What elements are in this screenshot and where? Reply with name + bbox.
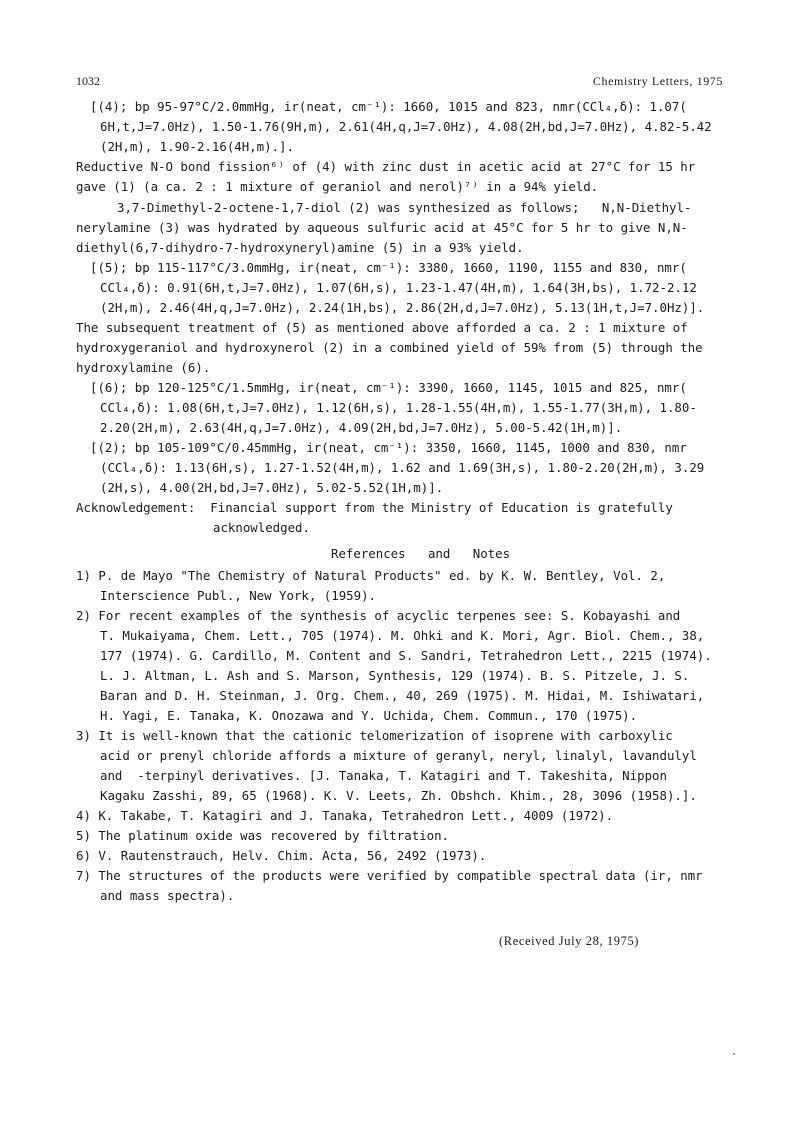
reference-line: 4) K. Takabe, T. Katagiri and J. Tanaka, Tetrahedron Lett., 4009 (1972). xyxy=(76,808,614,823)
page-header xyxy=(76,74,723,88)
reference-line: 6) V. Rautenstrauch, Helv. Chim. Acta, 56, 2492 (1973). xyxy=(76,848,487,863)
reference-line: Interscience Publ., New York, (1959). xyxy=(100,588,377,603)
text-line: 2.20(2H,m), 2.63(4H,q,J=7.0Hz), 4.09(2H,bd,J=7.0Hz), 5.00-5.42(1H,m)]. xyxy=(100,420,623,435)
reference-line: H. Yagi, E. Tanaka, K. Onozawa and Y. Uchida, Chem. Commun., 170 (1975). xyxy=(100,708,638,723)
text-line: Reductive N-O bond fission⁶⁾ of (4) with zinc dust in acetic acid at 27°C for 15 hr xyxy=(76,159,696,174)
text-line: CCl₄,δ): 0.91(6H,t,J=7.0Hz), 1.07(6H,s), 1.23-1.47(4H,m), 1.64(3H,bs), 1.72-2.12 xyxy=(100,280,697,295)
text-line: hydroxygeraniol and hydroxynerol (2) in a combined yield of 59% from (5) through the xyxy=(76,340,703,355)
text-line: (2H,m), 2.46(4H,q,J=7.0Hz), 2.24(1H,bs), 2.86(2H,d,J=7.0Hz), 5.13(1H,t,J=7.0Hz)]. xyxy=(100,300,705,315)
page-number: 1032 xyxy=(76,74,100,88)
text-line: The subsequent treatment of (5) as mentioned above afforded a ca. 2 : 1 mixture of xyxy=(76,320,688,335)
journal-running-title: Chemistry Letters, 1975 xyxy=(592,74,723,88)
text-line: [(6); bp 120-125°C/1.5mmHg, ir(neat, cm⁻¹): 3390, 1660, 1145, 1015 and 825, nmr( xyxy=(90,380,687,395)
received-date: (Received July 28, 1975) xyxy=(499,934,640,948)
reference-line: 5) The platinum oxide was recovered by filtration. xyxy=(76,828,449,843)
text-line: [(4); bp 95-97°C/2.0mmHg, ir(neat, cm⁻¹): 1660, 1015 and 823, nmr(CCl₄,δ): 1.07( xyxy=(90,99,687,114)
reference-line: T. Mukaiyama, Chem. Lett., 705 (1974). M. Ohki and K. Mori, Agr. Biol. Chem., 38, xyxy=(100,628,705,643)
reference-line: acid or prenyl chloride affords a mixture of geranyl, neryl, linalyl, lavandulyl xyxy=(100,748,697,763)
reference-line: 2) For recent examples of the synthesis of acyclic terpenes see: S. Kobayashi and xyxy=(76,608,681,623)
text-line: CCl₄,δ): 1.08(6H,t,J=7.0Hz), 1.12(6H,s), 1.28-1.55(4H,m), 1.55-1.77(3H,m), 1.80- xyxy=(100,400,697,415)
page-speck xyxy=(733,1053,735,1055)
reference-line: and mass spectra). xyxy=(100,888,235,903)
reference-line: L. J. Altman, L. Ash and S. Marson, Synthesis, 129 (1974). B. S. Pitzele, J. S. xyxy=(100,668,690,683)
reference-line: Baran and D. H. Steinman, J. Org. Chem., 40, 269 (1975). M. Hidai, M. Ishiwatari, xyxy=(100,688,705,703)
references-heading: References and Notes xyxy=(331,546,511,561)
text-line: (2H,s), 4.00(2H,bd,J=7.0Hz), 5.02-5.52(1H,m)]. xyxy=(100,480,444,495)
text-line: nerylamine (3) was hydrated by aqueous sulfuric acid at 45°C for 5 hr to give N,N- xyxy=(76,220,688,235)
acknowledgement-line: Acknowledgement: Financial support from the Ministry of Education is gratefully xyxy=(76,500,673,515)
text-line: diethyl(6,7-dihydro-7-hydroxyneryl)amine (5) in a 93% yield. xyxy=(76,240,524,255)
text-line: 6H,t,J=7.0Hz), 1.50-1.76(9H,m), 2.61(4H,q,J=7.0Hz), 4.08(2H,bd,J=7.0Hz), 4.82-5.42 xyxy=(100,119,712,134)
reference-line: 177 (1974). G. Cardillo, M. Content and S. Sandri, Tetrahedron Lett., 2215 (1974). xyxy=(100,648,712,663)
text-line: (2H,m), 1.90-2.16(4H,m).]. xyxy=(100,139,294,154)
text-line: (CCl₄,δ): 1.13(6H,s), 1.27-1.52(4H,m), 1.62 and 1.69(3H,s), 1.80-2.20(2H,m), 3.29 xyxy=(100,460,705,475)
reference-line: 7) The structures of the products were verified by compatible spectral data (ir, nmr xyxy=(76,868,703,883)
text-line: 3,7-Dimethyl-2-octene-1,7-diol (2) was synthesized as follows; N,N-Diethyl- xyxy=(117,200,692,215)
text-line: hydroxylamine (6). xyxy=(76,360,211,375)
text-line: gave (1) (a ca. 2 : 1 mixture of geraniol and nerol)⁷⁾ in a 94% yield. xyxy=(76,179,599,194)
acknowledgement-line: acknowledged. xyxy=(213,520,310,535)
reference-line: Kagaku Zasshi, 89, 65 (1968). K. V. Leets, Zh. Obshch. Khim., 28, 3096 (1958).]. xyxy=(100,788,697,803)
text-line: [(2); bp 105-109°C/0.45mmHg, ir(neat, cm⁻¹): 3350, 1660, 1145, 1000 and 830, nmr xyxy=(90,440,687,455)
text-line: [(5); bp 115-117°C/3.0mmHg, ir(neat, cm⁻¹): 3380, 1660, 1190, 1155 and 830, nmr( xyxy=(90,260,687,275)
reference-line: 3) It is well-known that the cationic telomerization of isoprene with carboxylic xyxy=(76,728,673,743)
reference-line: 1) P. de Mayo "The Chemistry of Natural Products" ed. by K. W. Bentley, Vol. 2, xyxy=(76,568,666,583)
reference-line: and -terpinyl derivatives. [J. Tanaka, T. Katagiri and T. Takeshita, Nippon xyxy=(100,768,667,783)
